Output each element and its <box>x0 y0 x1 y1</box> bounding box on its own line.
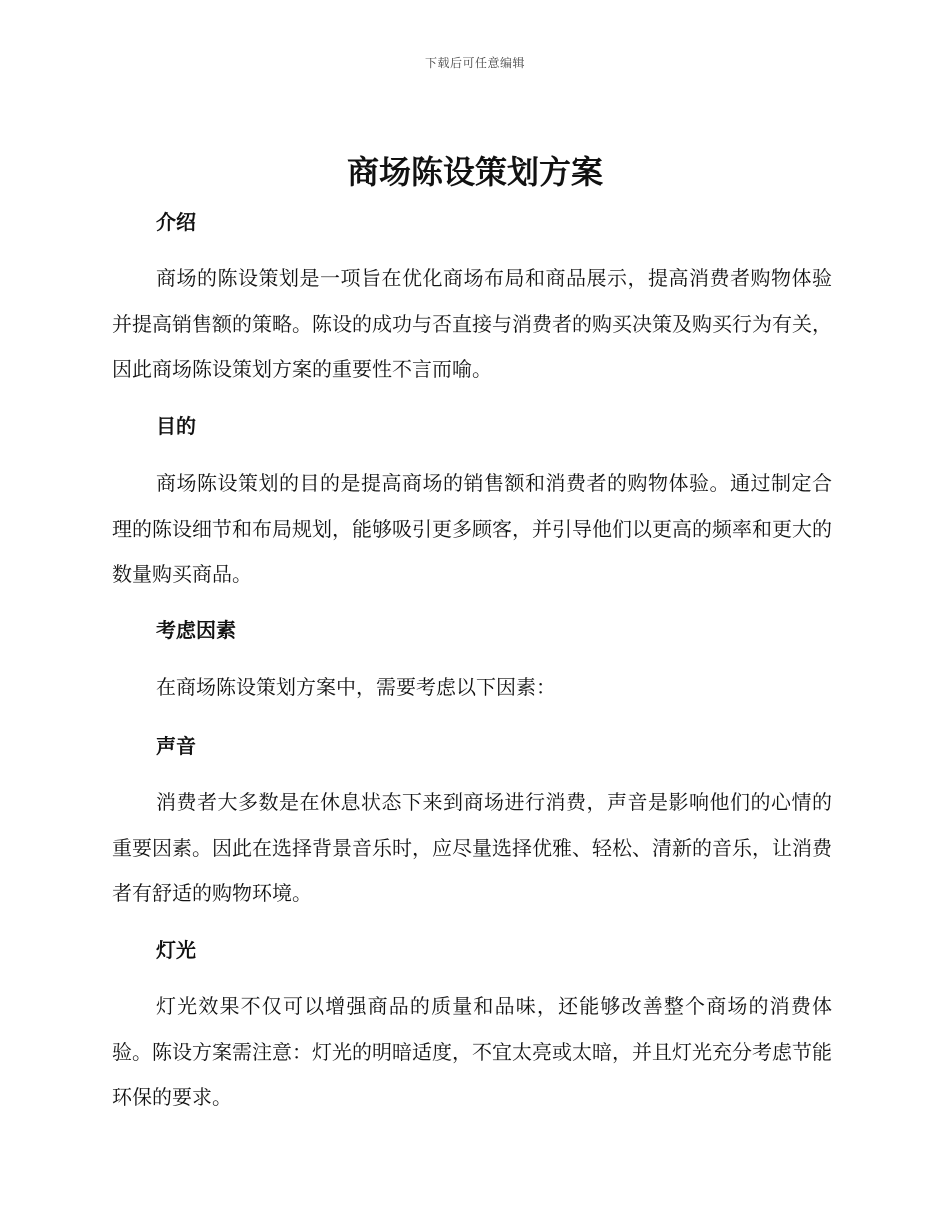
section-paragraph-sound: 消费者大多数是在休息状态下来到商场进行消费，声音是影响他们的心情的重要因素。因此在选择背景音乐时，应尽量选择优雅、轻松、清新的音乐，让消费者有舒适的购物环境。 <box>112 790 832 905</box>
section-paragraph-intro: 商场的陈设策划是一项旨在优化商场布局和商品展示，提高消费者购物体验并提高销售额的策略。陈设的成功与否直接与消费者的购买决策及购买行为有关，因此商场陈设策划方案的重要性不言而喻。 <box>112 266 832 381</box>
section-paragraph-lighting: 灯光效果不仅可以增强商品的质量和品味，还能够改善整个商场的消费体验。陈设方案需注意：灯光的明暗适度，不宜太亮或太暗，并且灯光充分考虑节能环保的要求。 <box>112 994 832 1109</box>
section-heading-lighting: 灯光 <box>156 938 196 962</box>
section-heading-purpose: 目的 <box>156 414 196 438</box>
document-title: 商场陈设策划方案 <box>346 153 603 191</box>
section-heading-intro: 介绍 <box>156 210 196 234</box>
section-heading-factors: 考虑因素 <box>156 618 236 642</box>
section-paragraph-factors: 在商场陈设策划方案中，需要考虑以下因素： <box>156 675 556 699</box>
header-note: 下载后可任意编辑 <box>424 56 525 70</box>
section-heading-sound: 声音 <box>156 734 196 758</box>
section-paragraph-purpose: 商场陈设策划的目的是提高商场的销售额和消费者的购物体验。通过制定合理的陈设细节和布局规划，能够吸引更多顾客，并引导他们以更高的频率和更大的数量购买商品。 <box>112 471 832 586</box>
